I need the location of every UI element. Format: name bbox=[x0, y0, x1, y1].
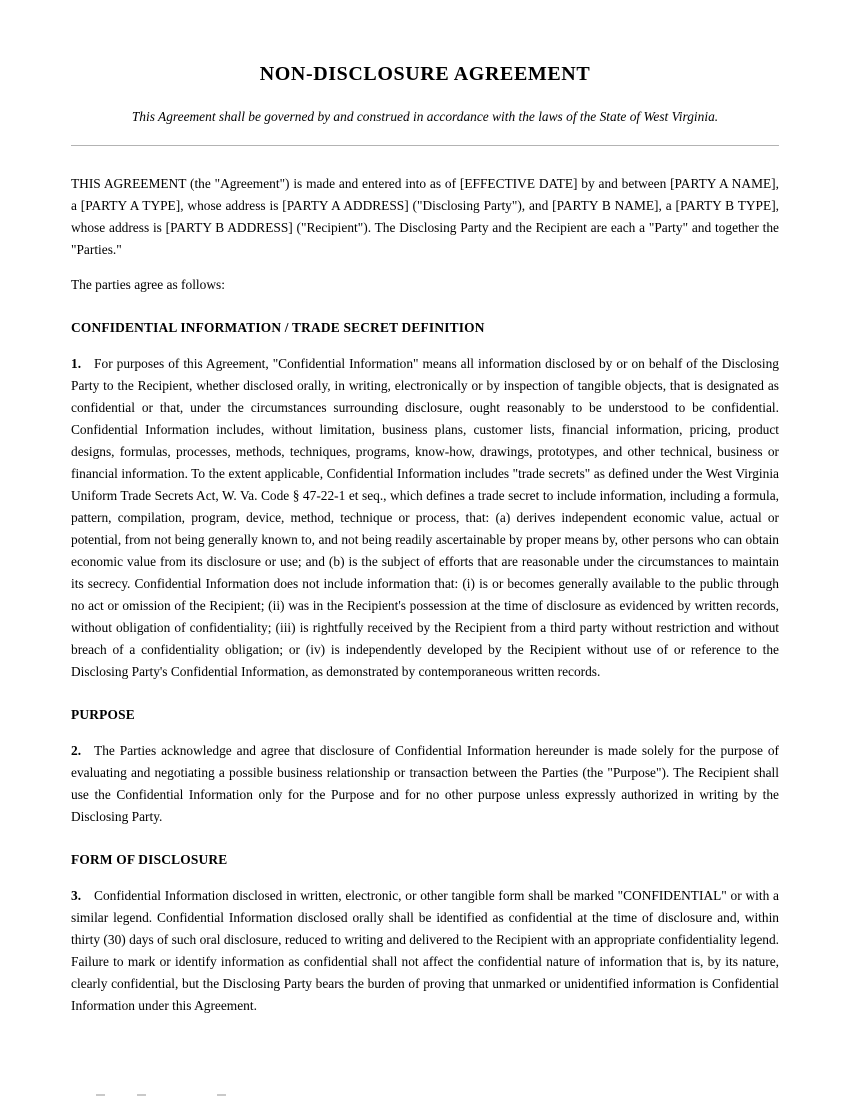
section-number-3: 3. bbox=[71, 888, 82, 903]
section-body-2: The Parties acknowledge and agree that disclosure of Confidential Information hereunder is made solely for the purpose of evaluating and negotiating a possible business relationship or transaction between the Parties (the "Purpose"). The Recipient shall use the Confidential Information only for the Purpose and for no other purpose unless expressly authorized in writing by the Disclosing Party. bbox=[71, 743, 779, 824]
governing-law-subtitle: This Agreement shall be governed by and construed in accordance with the laws of the State of West Virginia. bbox=[131, 109, 719, 124]
section-number-2: 2. bbox=[71, 743, 82, 758]
clipped-glyph-top bbox=[137, 1094, 146, 1100]
horizontal-divider bbox=[71, 145, 779, 146]
section-body-3: Confidential Information disclosed in written, electronic, or other tangible form shall be marked "CONFIDENTIAL" or with a similar legend. Confidential Information disclosed orally shall be identified as confidential at the time of disclosure and, within thirty (30) days of such oral disclosure, reduced to writing and delivered to the Recipient with an appropriate confidentiality legend. Failure to mark or identify information as confidential shall not affect the confidential nature of information that is, by its nature, clearly confidential, but the Disclosing Party bears the burden of proving that unmarked or unidentified information is Confidential Information under this Agreement. bbox=[71, 888, 779, 1013]
clipped-glyph-top bbox=[96, 1094, 105, 1100]
section-heading-confidential-information: CONFIDENTIAL INFORMATION / TRADE SECRET DEFINITION bbox=[71, 320, 485, 335]
intro-paragraph: THIS AGREEMENT (the "Agreement") is made and entered into as of [EFFECTIVE DATE] by and between [PARTY A NAME], a [PARTY A TYPE], whose address is [PARTY A ADDRESS] ("Disclosing Party"), and [PARTY B NAME], a [PARTY B TYPE], whose address is [PARTY B ADDRESS] ("Recipient"). The Disclosing Party and the Recipient are each a "Party" and together the "Parties." bbox=[71, 176, 779, 257]
section-heading-form-of-disclosure: FORM OF DISCLOSURE bbox=[71, 852, 228, 867]
section-paragraph-1 bbox=[71, 353, 779, 683]
section-body-1: For purposes of this Agreement, "Confidential Information" means all information disclosed by or on behalf of the Disclosing Party to the Recipient, whether disclosed orally, in writing, electronically or by inspection of tangible objects, that is designated as confidential or that, under the circumstances surrounding disclosure, ought reasonably to be understood to be confidential. Confidential Information includes, without limitation, business plans, customer lists, financial information, pricing, product designs, formulas, processes, methods, techniques, programs, know-how, drawings, prototypes, and other technical, business or financial information. To the extent applicable, Confidential Information includes "trade secrets" as defined under the West Virginia Uniform Trade Secrets Act, W. Va. Code § 47-22-1 et seq., which defines a trade secret to include information, including a formula, pattern, compilation, program, device, method, technique or process, that: (a) derives independent economic value, actual or potential, from not being generally known to, and not being readily ascertainable by proper means by, other persons who can obtain economic value from its disclosure or use; and (b) is the subject of efforts that are reasonable under the circumstances to maintain its secrecy. Confidential Information does not include information that: (i) is or becomes generally available to the public through no act or omission of the Recipient; (ii) was in the Recipient's possession at the time of disclosure as evidenced by written records, without obligation of confidentiality; (iii) is rightfully received by the Recipient from a third party without restriction and without breach of a confidentiality obligation; or (iv) is independently developed by the Recipient without use of or reference to the Disclosing Party's Confidential Information, as demonstrated by contemporaneous written records. bbox=[71, 356, 779, 679]
clipped-next-line-top bbox=[71, 1094, 779, 1100]
section-heading-purpose: PURPOSE bbox=[71, 707, 135, 722]
document-title: NON-DISCLOSURE AGREEMENT bbox=[259, 63, 591, 85]
recitals-lead-in: The parties agree as follows: bbox=[71, 277, 225, 292]
section-paragraph-3 bbox=[71, 885, 779, 1017]
clipped-glyph-top bbox=[217, 1094, 226, 1100]
section-paragraph-2 bbox=[71, 740, 779, 828]
section-number-1: 1. bbox=[71, 356, 82, 371]
